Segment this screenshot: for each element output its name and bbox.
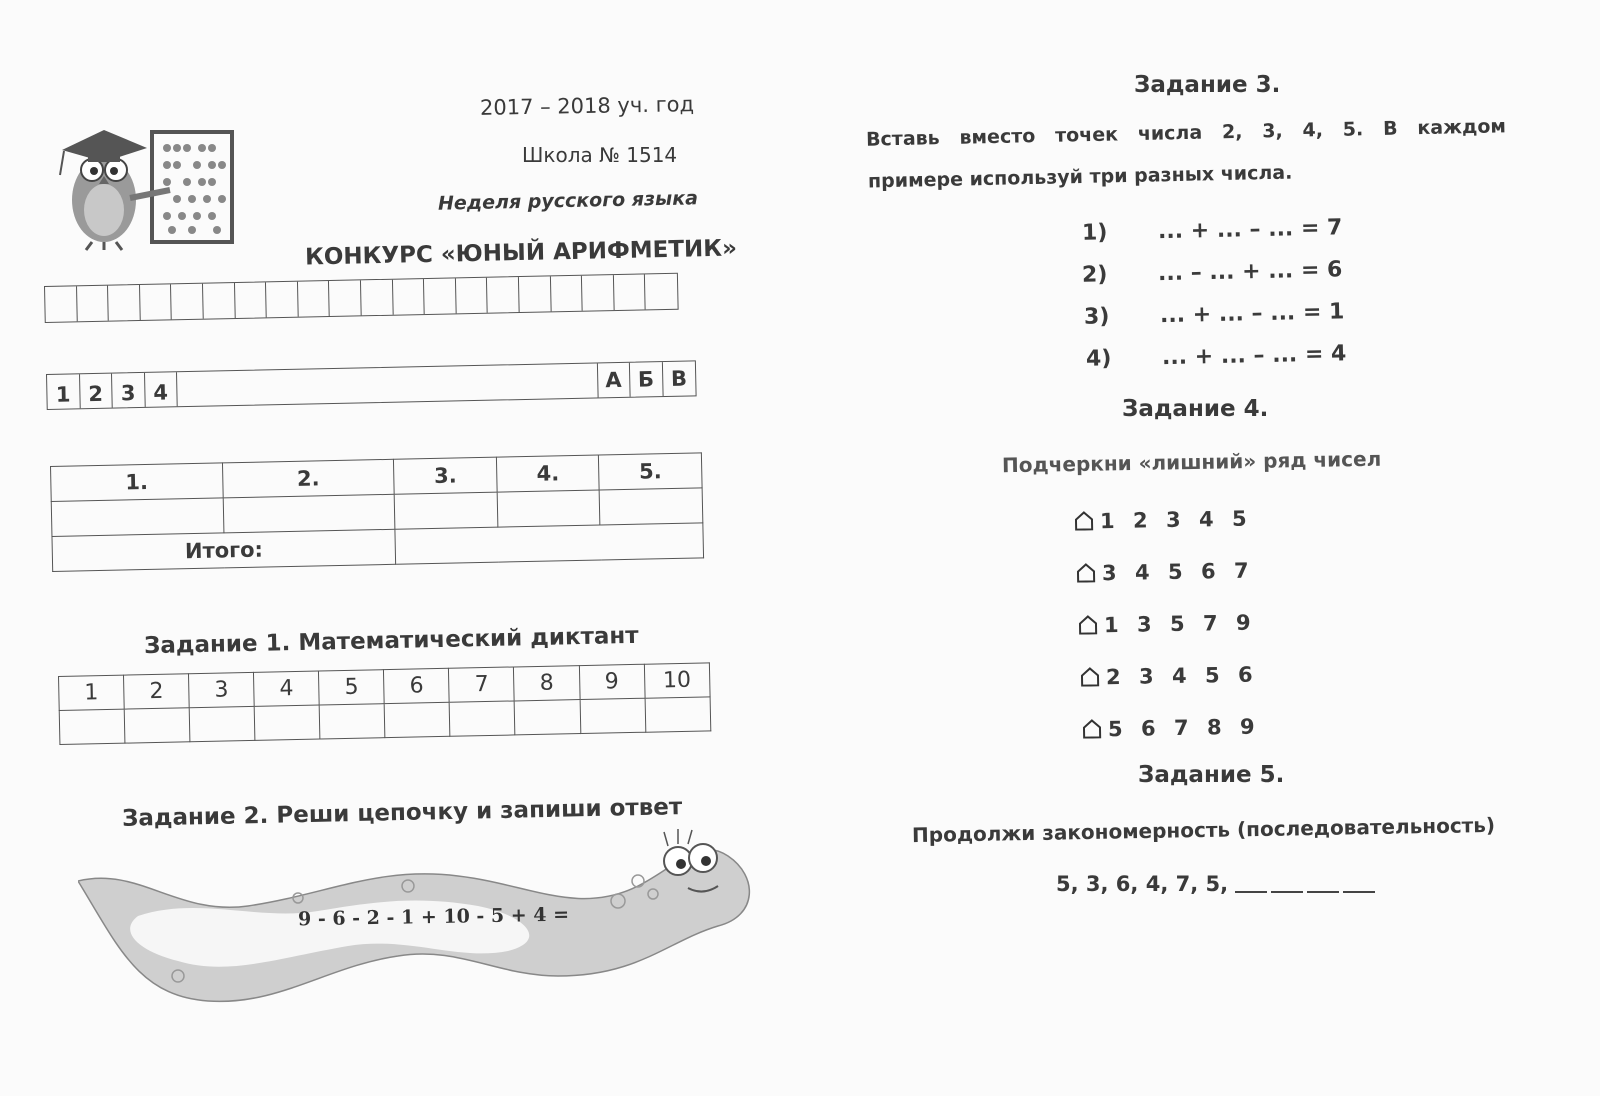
answer-blank[interactable] xyxy=(1271,873,1303,893)
dictation-number: 8 xyxy=(514,666,580,701)
name-cell[interactable] xyxy=(519,276,551,312)
score-header: 2. xyxy=(222,459,394,498)
example-expression[interactable]: ... – ... + ... = 6 xyxy=(1157,257,1343,287)
name-cell[interactable] xyxy=(361,280,393,316)
dictation-answer-cell[interactable] xyxy=(580,698,646,733)
class-number[interactable]: 2 xyxy=(80,374,113,409)
task3-example xyxy=(1082,257,1343,287)
row-value: 3 xyxy=(1165,507,1181,533)
dictation-answer-cell[interactable] xyxy=(319,704,385,739)
total-cell[interactable] xyxy=(395,523,703,564)
row-value: 6 xyxy=(1140,716,1156,741)
dictation-number: 6 xyxy=(384,668,450,703)
score-cell[interactable] xyxy=(394,492,497,529)
number-row[interactable] xyxy=(1080,662,1271,689)
name-cell[interactable] xyxy=(140,284,172,320)
chain-expression: 9 - 6 - 2 - 1 + 10 - 5 + 4 = xyxy=(297,903,570,931)
score-cell[interactable] xyxy=(51,498,223,537)
example-expression[interactable]: ... + ... – ... = 1 xyxy=(1159,299,1345,329)
class-number[interactable]: 3 xyxy=(112,373,145,408)
answer-blank[interactable] xyxy=(1235,873,1267,893)
row-value: 3 xyxy=(1136,612,1152,637)
row-value: 4 xyxy=(1198,507,1214,532)
row-value: 2 xyxy=(1105,664,1121,690)
row-value: 2 xyxy=(1132,508,1148,533)
sequence-line xyxy=(1056,872,1379,896)
name-cell[interactable] xyxy=(235,282,267,318)
row-value: 3 xyxy=(1101,560,1117,586)
score-cell[interactable] xyxy=(600,488,703,525)
task3-text-line2: примере используй три разных числа. xyxy=(867,161,1293,193)
example-number: 1) xyxy=(1081,220,1108,246)
school-year: 2017 – 2018 уч. год xyxy=(479,92,695,120)
class-letter[interactable]: В xyxy=(670,366,688,391)
task1-title: Задание 1. Математический диктант xyxy=(143,622,639,660)
row-value: 1 xyxy=(1099,508,1115,534)
example-expression[interactable]: ... + ... – ... = 7 xyxy=(1157,215,1343,245)
score-cell[interactable] xyxy=(223,494,395,533)
score-header: 5. xyxy=(599,453,702,490)
house-icon xyxy=(1074,509,1100,533)
dictation-table xyxy=(58,662,711,745)
name-cell[interactable] xyxy=(171,284,203,320)
task4-title: Задание 4. xyxy=(1122,396,1269,422)
row-value: 6 xyxy=(1237,662,1253,687)
dictation-number: 1 xyxy=(59,675,125,710)
example-number: 4) xyxy=(1085,346,1112,372)
house-icon xyxy=(1076,561,1102,585)
class-letter[interactable]: А xyxy=(597,363,630,398)
task3-text-line1: Вставь вместо точек числа 2, 3, 4, 5. В каждом xyxy=(865,115,1507,151)
row-value: 4 xyxy=(1171,663,1187,689)
row-value: 7 xyxy=(1202,611,1218,636)
name-cell[interactable] xyxy=(45,286,77,322)
class-number[interactable]: 1 xyxy=(47,374,80,409)
task3-example xyxy=(1086,341,1347,371)
row-value: 5 xyxy=(1107,716,1123,742)
row-value: 9 xyxy=(1239,714,1255,739)
task3-example xyxy=(1082,215,1343,245)
name-cell[interactable] xyxy=(392,279,424,315)
dictation-number: 7 xyxy=(449,667,515,702)
number-row[interactable] xyxy=(1078,610,1269,637)
task5-title: Задание 5. xyxy=(1138,762,1285,788)
dictation-number: 4 xyxy=(254,671,320,706)
class-number[interactable]: 4 xyxy=(144,372,177,407)
class-grid xyxy=(46,360,697,410)
dictation-answer-cell[interactable] xyxy=(124,708,190,743)
name-cell[interactable] xyxy=(203,283,235,319)
name-cell[interactable] xyxy=(266,282,298,318)
dictation-number: 2 xyxy=(124,674,190,709)
sequence-values: 5, 3, 6, 4, 7, 5, xyxy=(1056,872,1229,896)
left-page xyxy=(0,0,780,1096)
name-cell[interactable] xyxy=(550,276,582,312)
row-value: 6 xyxy=(1200,559,1216,584)
task3-title: Задание 3. xyxy=(1134,72,1281,98)
answer-blank[interactable] xyxy=(1343,873,1375,893)
dictation-answer-cell[interactable] xyxy=(384,702,450,737)
task3-example xyxy=(1084,299,1345,329)
number-row[interactable] xyxy=(1082,714,1273,741)
name-cell[interactable] xyxy=(77,286,109,322)
number-row[interactable] xyxy=(1076,558,1267,585)
house-icon xyxy=(1078,613,1104,637)
dictation-number: 9 xyxy=(579,664,645,699)
answer-blank[interactable] xyxy=(1307,873,1339,893)
row-value: 5 xyxy=(1231,506,1247,531)
score-table xyxy=(50,452,704,572)
row-value: 1 xyxy=(1103,612,1119,638)
row-value: 5 xyxy=(1167,559,1183,585)
example-expression[interactable]: ... + ... – ... = 4 xyxy=(1161,341,1347,371)
name-cell[interactable] xyxy=(645,274,677,310)
week-title: Неделя русского языка xyxy=(437,187,699,215)
row-value: 7 xyxy=(1233,558,1249,583)
task5-text: Продолжи закономерность (последовательность) xyxy=(911,812,1496,848)
name-cell[interactable] xyxy=(456,278,488,314)
contest-title: КОНКУРС «ЮНЫЙ АРИФМЕТИК» xyxy=(304,235,738,271)
dictation-answer-cell[interactable] xyxy=(59,709,125,744)
class-grid-space xyxy=(177,363,598,406)
row-value: 5 xyxy=(1169,611,1185,637)
right-page xyxy=(820,0,1600,1096)
name-cell[interactable] xyxy=(298,281,330,317)
dictation-number: 3 xyxy=(189,672,255,707)
example-number: 3) xyxy=(1083,304,1110,330)
example-number: 2) xyxy=(1081,262,1108,288)
row-value: 4 xyxy=(1134,560,1150,585)
name-cell[interactable] xyxy=(614,274,646,310)
score-header: 4. xyxy=(496,455,599,492)
name-cell[interactable] xyxy=(329,280,361,316)
row-value: 5 xyxy=(1204,663,1220,688)
dictation-answer-cell[interactable] xyxy=(450,701,516,736)
score-cell[interactable] xyxy=(497,490,600,527)
row-value: 8 xyxy=(1206,715,1222,740)
total-label: Итого: xyxy=(52,529,396,571)
name-cell[interactable] xyxy=(424,278,456,314)
dictation-answer-cell[interactable] xyxy=(254,705,320,740)
dictation-number: 10 xyxy=(644,663,710,698)
number-row[interactable] xyxy=(1074,506,1265,533)
dictation-answer-cell[interactable] xyxy=(189,706,255,741)
dictation-answer-cell[interactable] xyxy=(515,700,581,735)
name-cell[interactable] xyxy=(487,277,519,313)
house-icon xyxy=(1082,717,1108,741)
house-icon xyxy=(1080,665,1106,689)
score-header: 1. xyxy=(51,463,223,502)
row-value: 9 xyxy=(1235,610,1251,635)
row-value: 7 xyxy=(1173,715,1189,741)
score-header: 3. xyxy=(394,457,497,494)
row-value: 3 xyxy=(1138,664,1154,689)
school-number: Школа № 1514 xyxy=(522,143,678,167)
name-cell[interactable] xyxy=(582,275,614,311)
task4-text: Подчеркни «лишний» ряд чисел xyxy=(1001,446,1382,478)
dictation-answer-cell[interactable] xyxy=(645,697,711,732)
class-letter[interactable]: Б xyxy=(630,362,663,397)
task2-title: Задание 2. Реши цепочку и запиши ответ xyxy=(121,794,683,832)
name-cell[interactable] xyxy=(108,285,140,321)
owl-abacus-illustration xyxy=(52,120,242,255)
dictation-number: 5 xyxy=(319,670,385,705)
name-input-grid[interactable] xyxy=(44,273,679,323)
